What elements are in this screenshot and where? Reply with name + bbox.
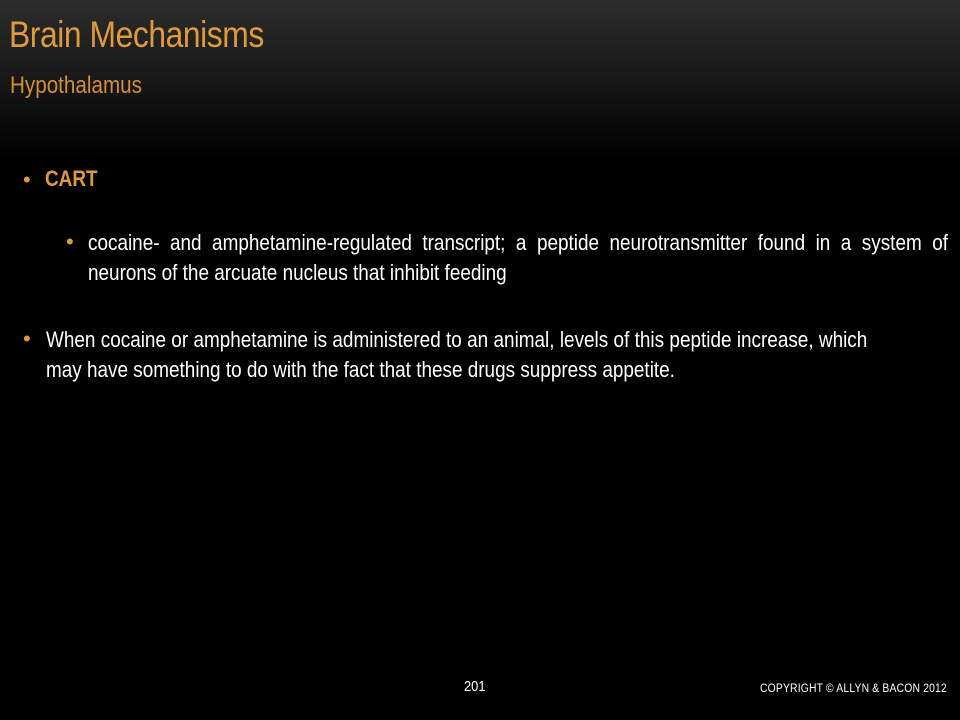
slide-title: Brain Mechanisms	[9, 14, 264, 55]
sub-bullet-definition: cocaine- and amphetamine-regulated transcript; a peptide neurotransmitter found in a system of neurons of the arcuate nucleus that inhibit feeding	[88, 230, 948, 285]
page-number: 201	[464, 678, 486, 695]
sub-bullet-dot-icon: •	[66, 229, 74, 254]
bullet-heading-cart: CART	[45, 166, 98, 191]
bullet-dot-icon: •	[23, 167, 31, 192]
copyright-notice: COPYRIGHT © ALLYN & BACON 2012	[760, 683, 947, 695]
bullet-dot-icon: •	[23, 326, 31, 351]
slide-subtitle: Hypothalamus	[10, 72, 142, 99]
bullet-text-cocaine: When cocaine or amphetamine is administered to an animal, levels of this peptide increase, which may have something to do with the fact that these drugs suppress appetite.	[46, 327, 868, 382]
